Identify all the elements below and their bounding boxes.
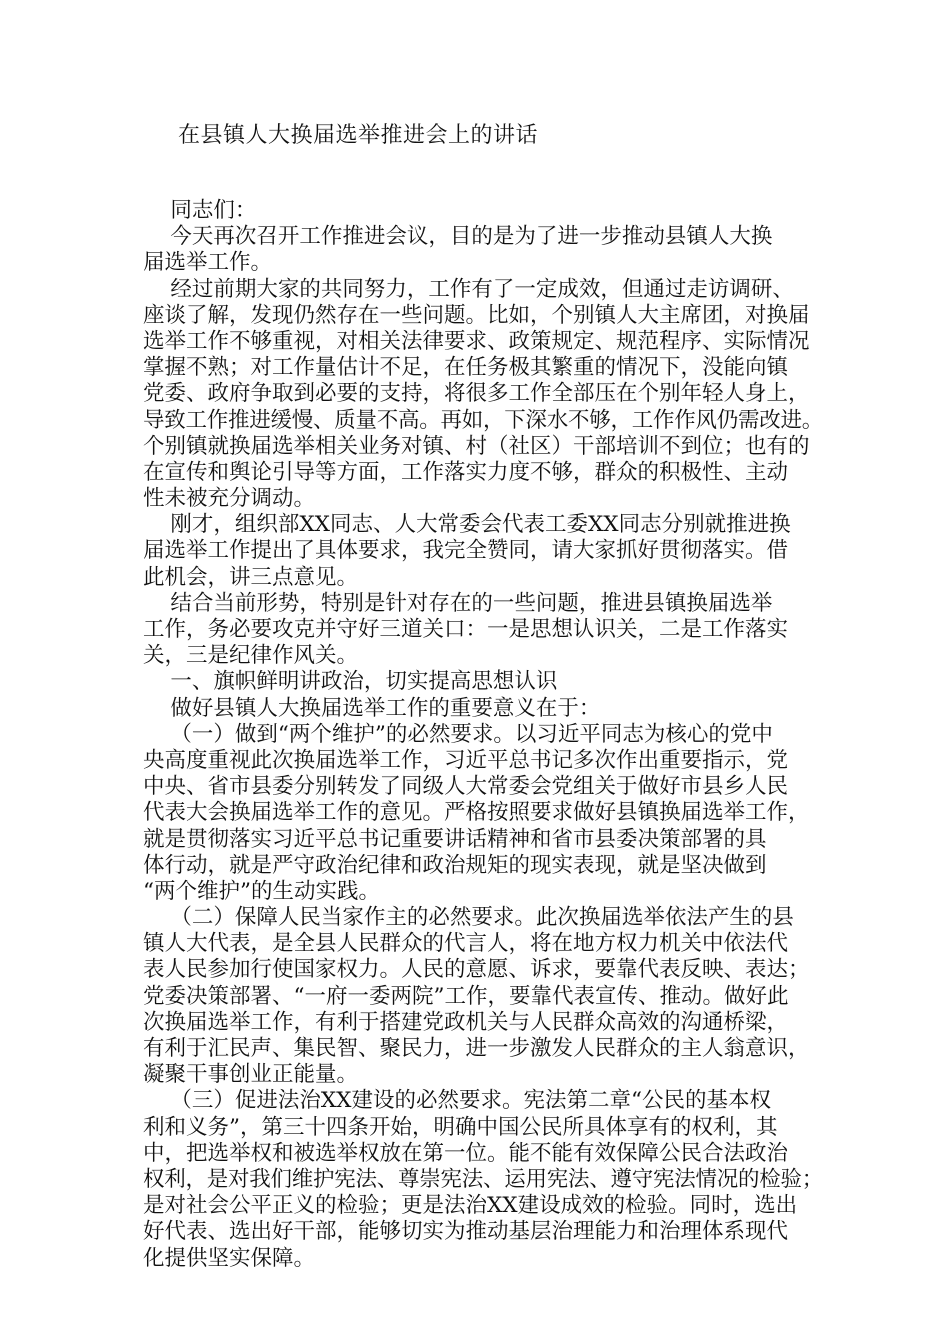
- document-title: 在县镇人大换届选举推进会上的讲话: [178, 123, 539, 148]
- body-line: 权利，是对我们维护宪法、尊崇宪法、运用宪法、遵守宪法情况的检验；: [143, 1166, 824, 1192]
- body-line: 镇人大代表，是全县人民群众的代言人，将在地方权力机关中依法代: [143, 931, 789, 957]
- body-line: 性未被充分调动。: [143, 486, 316, 512]
- body-line: 党委决策部署、“一府一委两院”工作，要靠代表宣传、推动。做好此: [143, 983, 789, 1009]
- body-line: （一）做到“两个维护”的必然要求。以习近平同志为核心的党中: [143, 721, 773, 747]
- body-line: 掌握不熟；对工作量估计不足，在任务极其繁重的情况下，没能向镇: [143, 355, 789, 381]
- body-line: 次换届选举工作，有利于搭建党政机关与人民群众高效的沟通桥梁，: [143, 1009, 789, 1035]
- body-line: 化提供坚实保障。: [143, 1245, 316, 1271]
- body-line: 利和义务”，第三十四条开始，明确中国公民所具体享有的权利，其: [143, 1114, 778, 1140]
- body-line: 今天再次召开工作推进会议，目的是为了进一步推动县镇人大换: [143, 224, 773, 250]
- body-line: 工作，务必要攻克并守好三道关口：一是思想认识关，二是工作落实: [143, 617, 789, 642]
- body-line: 同志们：: [143, 198, 257, 223]
- body-line: 座谈了解，发现仍然存在一些问题。比如，个别镇人大主席团，对换届: [143, 302, 810, 328]
- body-line: 就是贯彻落实习近平总书记重要讲话精神和省市县委决策部署的具: [143, 826, 767, 852]
- body-line: 好代表、选出好干部，能够切实为推动基层治理能力和治理体系现代: [143, 1219, 789, 1245]
- body-line: 导致工作推进缓慢、质量不高。再如，下深水不够，工作作风仍需改进。: [143, 407, 824, 433]
- body-line: 在宣传和舆论引导等方面，工作落实力度不够，群众的积极性、主动: [143, 459, 789, 485]
- body-line: 选举工作不够重视，对相关法律要求、政策规定、规范程序、实际情况: [143, 328, 810, 354]
- document-body: [143, 198, 823, 1272]
- body-line: 党委、政府争取到必要的支持，将很多工作全部压在个别年轻人身上，: [143, 381, 810, 407]
- body-line: （二）保障人民当家作主的必然要求。此次换届选举依法产生的县: [143, 905, 794, 931]
- body-line: 中央、省市县委分别转发了同级人大常委会党组关于做好市县乡人民: [143, 774, 789, 800]
- body-line: 体行动，就是严守政治纪律和政治规矩的现实表现，就是坚决做到: [143, 852, 767, 878]
- body-line: 央高度重视此次换届选举工作，习近平总书记多次作出重要指示，党: [143, 747, 789, 773]
- body-line: 做好县镇人大换届选举工作的重要意义在于：: [143, 695, 601, 721]
- body-line: 中，把选举权和被选举权放在第一位。能不能有效保障公民合法政治: [143, 1140, 789, 1166]
- body-line: 表人民参加行使国家权力。人民的意愿、诉求，要靠代表反映、表达；: [143, 957, 810, 983]
- body-line: 结合当前形势，特别是针对存在的一些问题，推进县镇换届选举: [143, 590, 773, 616]
- body-line: 届选举工作。: [143, 250, 273, 276]
- body-line: 个别镇就换届选举相关业务对镇、村（社区）干部培训不到位；也有的: [143, 433, 810, 459]
- body-line: 凝聚干事创业正能量。: [143, 1062, 359, 1088]
- body-line: 是对社会公平正义的检验；更是法治XX建设成效的检验。同时，选出: [143, 1193, 798, 1219]
- body-line: （三）促进法治XX建设的必然要求。宪法第二章“公民的基本权: [143, 1088, 771, 1114]
- body-line: 届选举工作提出了具体要求，我完全赞同，请大家抓好贯彻落实。借: [143, 538, 789, 564]
- body-line: 一、旗帜鲜明讲政治，切实提高思想认识: [143, 669, 558, 695]
- body-line: “两个维护”的生动实践。: [143, 878, 380, 904]
- body-line: 经过前期大家的共同努力，工作有了一定成效，但通过走访调研、: [143, 276, 794, 302]
- body-line: 此机会，讲三点意见。: [143, 564, 359, 590]
- body-line: 有利于汇民声、集民智、聚民力，进一步激发人民群众的主人翁意识，: [143, 1036, 810, 1061]
- body-line: 代表大会换届选举工作的意见。严格按照要求做好县镇换届选举工作，: [143, 800, 810, 826]
- body-line: 刚才，组织部XX同志、人大常委会代表工委XX同志分别就推进换: [143, 512, 791, 538]
- body-line: 关，三是纪律作风关。: [143, 643, 359, 669]
